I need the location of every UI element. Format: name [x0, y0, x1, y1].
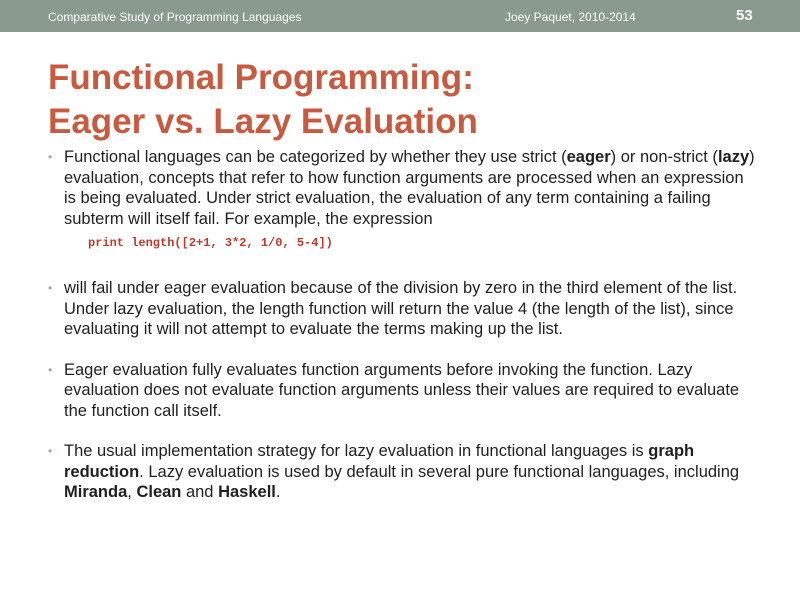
bullet-text: , [127, 483, 137, 501]
term-haskell: Haskell [218, 483, 276, 501]
bullet-marker: • [48, 444, 53, 458]
author-credit: Joey Paquet, 2010-2014 [505, 10, 636, 24]
bullet-marker: • [48, 150, 53, 164]
bullet-text: and [181, 483, 219, 501]
slide-header-bar [0, 0, 800, 32]
code-example: print length([2+1, 3*2, 1/0, 5-4]) [88, 236, 333, 250]
bullet-text: . [275, 483, 281, 501]
term-lazy: lazy [717, 148, 750, 166]
bullet-text: The usual implementation strategy for lazy evaluation in functional languages is [64, 442, 649, 460]
slide-title-line-1: Functional Programming: [48, 58, 474, 97]
bullet-strict-vs-nonstrict [48, 147, 758, 229]
term-graph-reduction: graph reduction [64, 442, 695, 481]
bullet-text: Eager evaluation fully evaluates function arguments before invoking the function. Lazy evaluation does not evaluate function arguments unless their values are required to evaluate the function call itself. [64, 360, 740, 420]
bullet-graph-reduction [48, 441, 758, 503]
bullet-eager-vs-lazy [48, 360, 758, 422]
bullet-text: Functional languages can be categorized by whether they use strict ( [64, 148, 567, 166]
bullet-eager-failure [48, 278, 758, 340]
bullet-text: will fail under eager evaluation because of the division by zero in the third element of the list. Under lazy evaluation, the length function will return the value 4 (the length of the list), since evaluating it will not attempt to evaluate the terms making up the list. [64, 279, 738, 338]
slide-body [48, 147, 758, 523]
page-number: 53 [736, 7, 753, 24]
term-clean: Clean [136, 483, 182, 501]
course-title: Comparative Study of Programming Languages [48, 10, 302, 24]
bullet-marker: • [48, 281, 53, 295]
bullet-text: ) evaluation, concepts that refer to how function arguments are processed when an expression is being evaluated. Under strict evaluation, the evaluation of any term containing a failing subterm will itself fail. For example, the expression [64, 148, 755, 228]
slide-title-line-2: Eager vs. Lazy Evaluation [48, 102, 478, 141]
slide-title [48, 56, 478, 144]
bullet-text: . Lazy evaluation is used by default in several pure functional languages, including [139, 462, 740, 481]
term-miranda: Miranda [64, 483, 128, 501]
bullet-marker: • [48, 362, 53, 377]
term-eager: eager [566, 148, 611, 166]
bullet-text: ) or non-strict ( [610, 148, 718, 166]
